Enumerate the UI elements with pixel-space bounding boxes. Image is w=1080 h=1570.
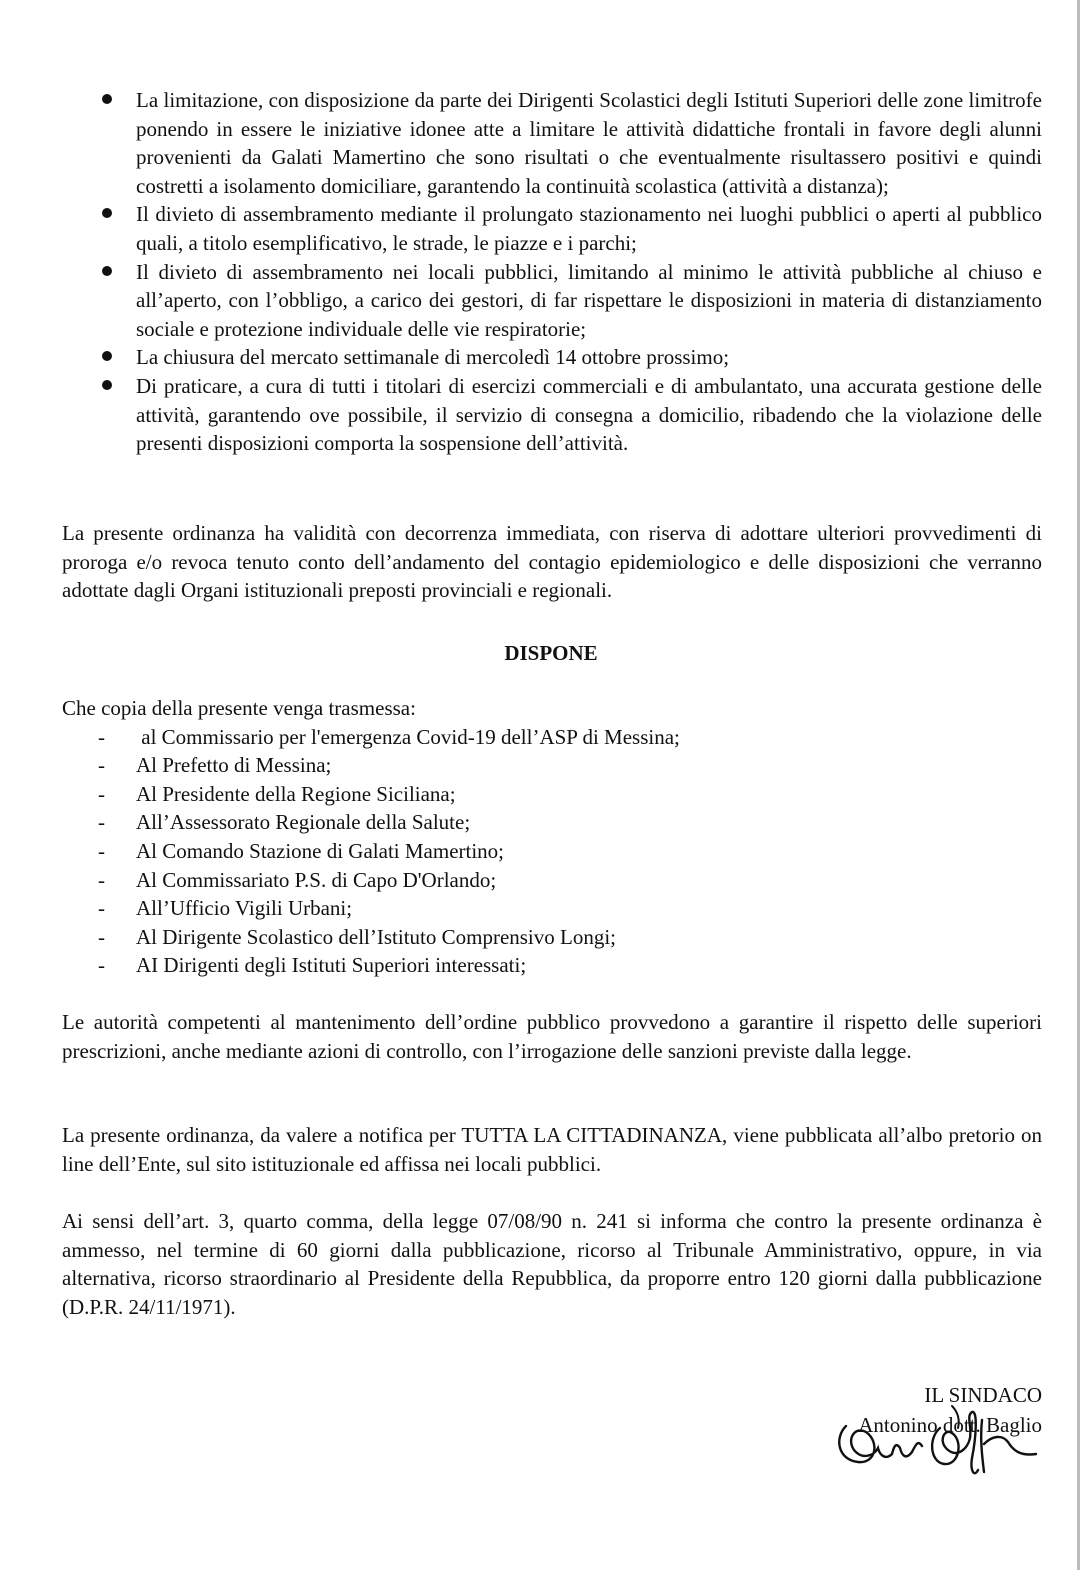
bullet-text: La limitazione, con disposizione da parte dei Dirigenti Scolastici degli Istituti Superiori delle zone limitrofe ponendo in essere le iniziative idonee atte a limitare le attività didattiche frontali in favore degli alunni provenienti da Galati Mamertino che sono risultati o che eventualmente risultassero positivi e quindi costretti a isolamento domiciliare, garantendo la continuità scolastica (attività a distanza); (136, 88, 1042, 198)
recipient-text: AI Dirigenti degli Istituti Superiori interessati; (136, 953, 527, 978)
authorities-paragraph: Le autorità competenti al mantenimento dell’ordine pubblico provvedono a garantire il rispetto delle superiori prescrizioni, anche mediante azioni di controllo, con l’irrogazione delle sanzioni previste dalla legge. (62, 1010, 1042, 1063)
bullet-dot-icon (102, 380, 112, 390)
authorities-paragraph-block (62, 1008, 1042, 1065)
copies-intro: Che copia della presente venga trasmessa: (62, 696, 416, 720)
tar-paragraph-block (62, 1207, 1042, 1321)
recipient-item (62, 837, 1042, 866)
recipient-item (62, 808, 1042, 837)
dash-marker: - (98, 753, 105, 778)
validity-paragraph-block (62, 519, 1042, 605)
recipient-item (62, 894, 1042, 923)
bullet-text: Il divieto di assembramento mediante il prolungato stazionamento nei luoghi pubblici o aperti al pubblico quali, a titolo esemplificativo, le strade, le piazze e i parchi; (136, 202, 1042, 255)
recipient-text: Al Dirigente Scolastico dell’Istituto Comprensivo Longi; (136, 924, 617, 949)
recipient-text: All’Ufficio Vigili Urbani; (136, 896, 353, 921)
bullet-item (62, 372, 1042, 458)
bullet-item (62, 86, 1042, 200)
recipient-text: Al Commissariato P.S. di Capo D'Orlando; (136, 867, 497, 892)
signature-title: IL SINDACO (924, 1383, 1042, 1407)
recipient-item (62, 723, 1042, 752)
copies-block (62, 694, 1042, 980)
recipient-item (62, 780, 1042, 809)
recipient-text: al Commissario per l'emergenza Covid-19 dell’ASP di Messina; (136, 724, 680, 749)
publication-paragraph-block (62, 1121, 1042, 1178)
bullet-dot-icon (102, 94, 112, 104)
measures-bullet-list (62, 86, 1042, 458)
dash-marker: - (98, 838, 105, 863)
bullet-item (62, 200, 1042, 257)
bullet-text: Il divieto di assembramento nei locali pubblici, limitando al minimo le attività pubbliche al chiuso e all’aperto, con l’obbligo, a carico dei gestori, di far rispettare le disposizioni in materia di distanziamento sociale e protezione individuale delle vie respiratorie; (136, 259, 1042, 341)
recipient-item (62, 923, 1042, 952)
recipient-item (62, 866, 1042, 895)
handwritten-signature (832, 1398, 1042, 1488)
dash-marker: - (98, 867, 105, 892)
dash-marker: - (98, 924, 105, 949)
recipient-item (62, 951, 1042, 980)
bullet-text: La chiusura del mercato settimanale di mercoledì 14 ottobre prossimo; (136, 345, 730, 370)
tar-paragraph: Ai sensi dell’art. 3, quarto comma, della legge 07/08/90 n. 241 si informa che contro la presente ordinanza è ammesso, nel termine di 60 giorni dalla pubblicazione, ricorso al Tribunale Amministrativo, oppure, in via alternativa, ricorso straordinario al Presidente della Repubblica, da proporre entro 120 giorni dalla pubblicazione (D.P.R. 24/11/1971). (62, 1209, 1042, 1319)
recipient-text: All’Assessorato Regionale della Salute; (136, 810, 471, 835)
bullet-item (62, 343, 1042, 372)
bullet-dot-icon (102, 208, 112, 218)
recipient-text: Al Comando Stazione di Galati Mamertino; (136, 838, 505, 863)
recipient-item (62, 751, 1042, 780)
bullet-dot-icon (102, 266, 112, 276)
dash-marker: - (98, 781, 105, 806)
recipients-list (62, 723, 1042, 980)
dash-marker: - (98, 953, 105, 978)
dash-marker: - (98, 724, 105, 749)
signature-name: Antonino dott. Baglio (858, 1413, 1042, 1437)
validity-paragraph: La presente ordinanza ha validità con decorrenza immediata, con riserva di adottare ulteriori provvedimenti di proroga e/o revoca tenuto conto dell’andamento del contagio epidemiologico e delle disposizioni che verranno adottate dagli Organi istituzionali preposti provinciali e regionali. (62, 521, 1042, 603)
recipient-text: Al Presidente della Regione Siciliana; (136, 781, 456, 806)
publication-paragraph: La presente ordinanza, da valere a notifica per TUTTA LA CITTADINANZA, viene pubblicata all’albo pretorio on line dell’Ente, sul sito istituzionale ed affissa nei locali pubblici. (62, 1123, 1042, 1176)
dash-marker: - (98, 810, 105, 835)
recipient-text: Al Prefetto di Messina; (136, 753, 332, 778)
bullet-item (62, 258, 1042, 344)
bullet-dot-icon (102, 351, 112, 361)
dash-marker: - (98, 896, 105, 921)
dispone-heading: DISPONE (504, 641, 598, 665)
bullet-text: Di praticare, a cura di tutti i titolari di esercizi commerciali e di ambulantato, una accurata gestione delle attività, garantendo ove possibile, il servizio di consegna a domicilio, ribadendo che la violazione delle presenti disposizioni comporta la sospensione dell’attività. (136, 373, 1042, 456)
